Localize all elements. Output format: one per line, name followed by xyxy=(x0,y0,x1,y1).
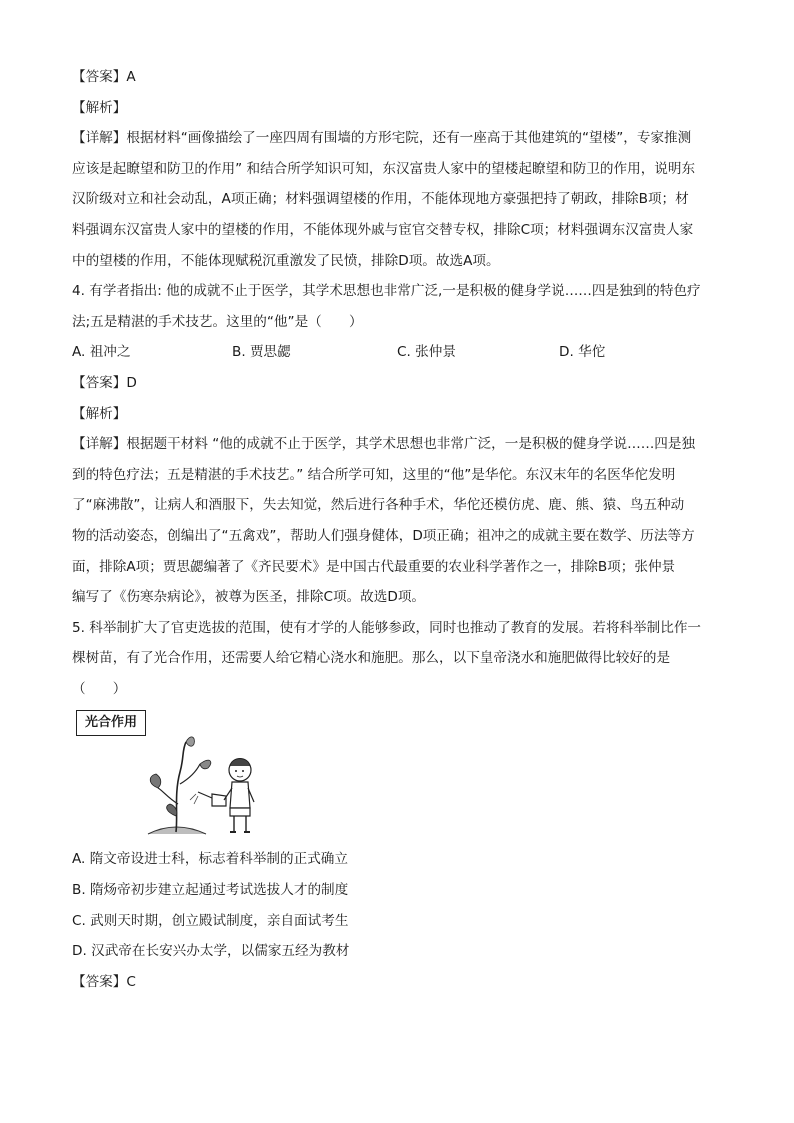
analysis-label-q4: 【解析】 xyxy=(72,405,127,422)
detail-q3-line5: 中的望楼的作用，不能体现赋税沉重激发了民愤，排除D项。故选A项。 xyxy=(72,252,500,269)
detail-q3-line2: 应该是起瞭望和防卫的作用” 和结合所学知识可知，东汉富贵人家中的望楼起瞭望和防卫的作用，说明东 xyxy=(72,160,696,177)
detail-q4-line5: 面，排除A项；贾思勰编著了《齐民要术》是中国古代最重要的农业科学著作之一，排除B项；张仲景 xyxy=(72,558,676,575)
question-4-line1: 4. 有学者指出: 他的成就不止于医学，其学术思想也非常广泛,一是积极的健身学说……四是独到的特色疗 xyxy=(72,283,701,300)
detail-q4-line3: 了“麻沸散”，让病人和酒服下，失去知觉，然后进行各种手术，华佗还模仿虎、鹿、熊、猿、鸟五种动 xyxy=(72,497,685,514)
q4-options xyxy=(72,337,724,368)
child-watering-plant-illustration xyxy=(146,734,266,840)
answer-q5: 【答案】C xyxy=(72,973,136,990)
question-5-line2: 棵树苗，有了光合作用，还需要人给它精心浇水和施肥。那么，以下皇帝浇水和施肥做得比较好的是 xyxy=(72,650,671,667)
q4-option-c: C. 张仲景 xyxy=(397,344,456,361)
q5-option-d: D. 汉武帝在长安兴办太学，以儒家五经为教材 xyxy=(72,943,350,960)
q5-option-c: C. 武则天时期，创立殿试制度，亲自面试考生 xyxy=(72,912,349,929)
q4-option-d: D. 华佗 xyxy=(559,344,606,361)
content xyxy=(72,62,724,997)
q4-option-b: B. 贾思勰 xyxy=(232,344,291,361)
question-5-line1: 5. 科举制扩大了官吏选拔的范围，使有才学的人能够参政，同时也推动了教育的发展。若将科举制比作一 xyxy=(72,619,702,636)
analysis-label-q3: 【解析】 xyxy=(72,99,127,116)
question-5-line3: （ ） xyxy=(72,680,127,697)
question-4-line2: 法;五是精湛的手术技艺。这里的“他”是（ ） xyxy=(72,313,363,330)
detail-q3-line4: 料强调东汉富贵人家中的望楼的作用，不能体现外戚与宦官交替专权，排除C项；材料强调东汉富贵人家 xyxy=(72,221,694,238)
answer-q3: 【答案】A xyxy=(72,69,136,85)
detail-q4-line4: 物的活动姿态，创编出了“五禽戏”，帮助人们强身健体，D项正确；祖冲之的成就主要在数学、历法等方 xyxy=(72,527,695,544)
q5-option-a: A. 隋文帝设进士科，标志着科举制的正式确立 xyxy=(72,851,348,868)
detail-q4-line2: 到的特色疗法；五是精湛的手术技艺。” 结合所学可知，这里的“他”是华佗。东汉末年的名医华佗发明 xyxy=(72,466,676,483)
answer-q4: 【答案】D xyxy=(72,374,137,391)
detail-q4-line1: 【详解】根据题干材料 “他的成就不止于医学，其学术思想也非常广泛，一是积极的健身学说……四是独 xyxy=(72,436,696,453)
detail-q4-line6: 编写了《伤寒杂病论》，被尊为医圣，排除C项。故选D项。 xyxy=(72,589,426,606)
detail-q3-line3: 汉阶级对立和社会动乱，A项正确；材料强调望楼的作用，不能体现地方豪强把持了朝政，排除B项；材 xyxy=(72,191,689,208)
q5-option-b: B. 隋炀帝初步建立起通过考试选拔人才的制度 xyxy=(72,882,349,899)
q4-option-a: A. 祖冲之 xyxy=(72,344,131,361)
illustration-figure xyxy=(76,710,276,842)
detail-q3-line1: 【详解】根据材料“画像描绘了一座四周有围墙的方形宅院，还有一座高于其他建筑的“望楼”，专家推测 xyxy=(72,130,692,147)
figure-label: 光合作用 xyxy=(76,710,146,736)
